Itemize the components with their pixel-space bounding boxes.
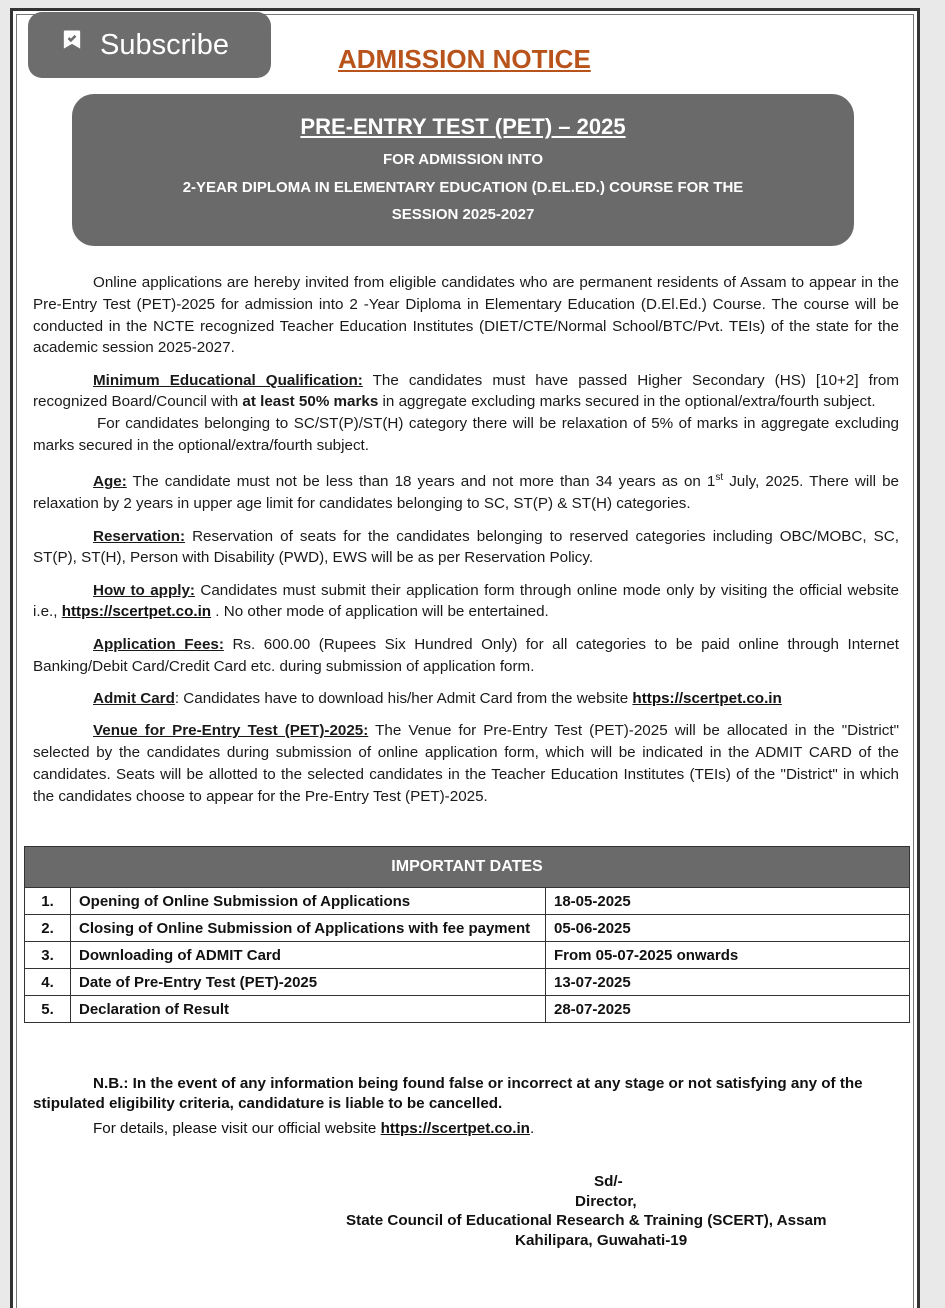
banner-line-1: FOR ADMISSION INTO <box>382 151 543 168</box>
age-paragraph <box>33 467 899 515</box>
details-text: For details, please visit our official website <box>93 1120 381 1137</box>
signature-block <box>346 1172 886 1250</box>
fees-text: Rs. 600.00 (Rupees Six Hundred Only) for all categories to be paid online through Internet Banking/Debit Card/Credit Card etc. during submission of application form. <box>33 635 899 675</box>
title-banner <box>72 94 854 246</box>
row-event: Date of Pre-Entry Test (PET)-2025 <box>71 969 546 996</box>
signature-address: Kahilipara, Guwahati-19 <box>515 1231 688 1249</box>
row-event: Downloading of ADMIT Card <box>71 942 546 969</box>
signature-sd: Sd/- <box>594 1173 623 1190</box>
signature-designation: Director, <box>575 1192 637 1210</box>
row-number: 5. <box>25 996 71 1023</box>
qualification-heading: Minimum Educational Qualification: <box>93 371 363 389</box>
row-number: 2. <box>25 915 71 942</box>
nb-note <box>33 1074 899 1114</box>
qualification-paragraph <box>33 370 899 414</box>
fees-paragraph <box>33 634 899 678</box>
table-row <box>25 888 910 915</box>
row-date: 18-05-2025 <box>546 888 910 915</box>
reservation-text: Reservation of seats for the candidates belonging to reserved categories including OBC/MOBC, SC, ST(P), ST(H), Person with Disability (PWD), EWS will be as per Reservation Policy. <box>33 527 899 567</box>
age-heading: Age: <box>93 473 127 491</box>
table-row <box>25 996 910 1023</box>
age-text-end: July, 2025. There will be relaxation by 2 years in upper age limit for candidates belonging to SC, ST(P) & ST(H) categories. <box>33 473 899 513</box>
banner-title: PRE-ENTRY TEST (PET) – 2025 <box>300 114 626 139</box>
important-dates-table <box>24 846 910 1023</box>
admit-card-link[interactable]: https://scertpet.co.in <box>632 689 782 707</box>
venue-paragraph <box>33 720 899 807</box>
admit-card-text: : Candidates have to download his/her Admit Card from the website <box>174 689 633 707</box>
details-end: . <box>529 1120 535 1137</box>
apply-website-link[interactable]: https://scertpet.co.in <box>61 603 212 621</box>
apply-text-end: . No other mode of application will be entertained. <box>211 603 549 621</box>
age-superscript: st <box>715 472 724 484</box>
notice-title: ADMISSION NOTICE <box>338 44 591 74</box>
apply-paragraph <box>33 580 899 624</box>
fees-heading: Application Fees: <box>93 635 224 653</box>
row-date: From 05-07-2025 onwards <box>546 942 910 969</box>
age-text: The candidate must not be less than 18 years and not more than 34 years as on 1 <box>126 473 716 491</box>
qualification-text: The candidates must have passed Higher Secondary (HS) [10+2] from recognized Board/Council with <box>33 371 899 411</box>
banner-line-2: 2-YEAR DIPLOMA IN ELEMENTARY EDUCATION (D.EL.ED.) COURSE FOR THE <box>182 179 744 196</box>
row-event: Declaration of Result <box>71 996 546 1023</box>
table-row <box>25 915 910 942</box>
subscribe-label: Subscribe <box>100 28 229 61</box>
apply-text: Candidates must submit their application form through online mode only by visiting the official website i.e., <box>33 581 899 621</box>
venue-text: The Venue for Pre-Entry Test (PET)-2025 will be allocated in the "District" selected by the candidates during submission of online application form, which will be indicated in the ADMIT CARD of the candidates. Seats will be allotted to the selected candidates in the Teacher Education Institutes (TEIs) of the "District" in which the candidates choose to appear for the Pre-Entry Test (PET)-2025. <box>33 722 899 805</box>
relaxation-paragraph: For candidates belonging to SC/ST(P)/ST(H) category there will be relaxation of 5% of marks in aggregate excluding marks secured in the optional/extra/fourth subject. <box>33 415 899 455</box>
row-date: 28-07-2025 <box>546 996 910 1023</box>
signature-organization: State Council of Educational Research & Training (SCERT), Assam <box>346 1212 827 1229</box>
qualification-marks: at least 50% marks <box>242 393 379 411</box>
details-line <box>93 1120 534 1137</box>
reservation-heading: Reservation: <box>93 527 186 545</box>
banner-line-3: SESSION 2025-2027 <box>391 206 535 223</box>
apply-heading: How to apply: <box>93 581 195 599</box>
intro-paragraph: Online applications are hereby invited from eligible candidates who are permanent residents of Assam to appear in the Pre-Entry Test (PET)-2025 for admission into 2 -Year Diploma in Elementary Education (D.El.Ed.) Course. The course will be conducted in the NCTE recognized Teacher Education Institutes (DIET/CTE/Normal School/BTC/Pvt. TEIs) of the state for the academic session 2025-2027. <box>33 274 899 357</box>
dates-table-heading: IMPORTANT DATES <box>25 847 910 888</box>
nb-text: N.B.: In the event of any information being found false or incorrect at any stage or not satisfying any of the stipulated eligibility criteria, candidature is liable to be cancelled. <box>33 1075 863 1112</box>
notice-body <box>33 272 899 818</box>
venue-heading: Venue for Pre-Entry Test (PET)-2025: <box>93 722 369 740</box>
reservation-paragraph <box>33 526 899 570</box>
row-date: 05-06-2025 <box>546 915 910 942</box>
table-row <box>25 969 910 996</box>
row-event: Closing of Online Submission of Applications with fee payment <box>71 915 546 942</box>
qualification-text-end: in aggregate excluding marks secured in the optional/extra/fourth subject. <box>378 393 876 411</box>
details-website-link[interactable]: https://scertpet.co.in <box>380 1120 530 1137</box>
admit-card-paragraph <box>33 688 899 710</box>
row-number: 1. <box>25 888 71 915</box>
row-number: 3. <box>25 942 71 969</box>
row-date: 13-07-2025 <box>546 969 910 996</box>
row-number: 4. <box>25 969 71 996</box>
row-event: Opening of Online Submission of Applications <box>71 888 546 915</box>
bookmark-icon <box>58 27 86 63</box>
admit-card-heading: Admit Card <box>93 689 175 707</box>
table-row <box>25 942 910 969</box>
subscribe-button[interactable] <box>28 12 271 78</box>
